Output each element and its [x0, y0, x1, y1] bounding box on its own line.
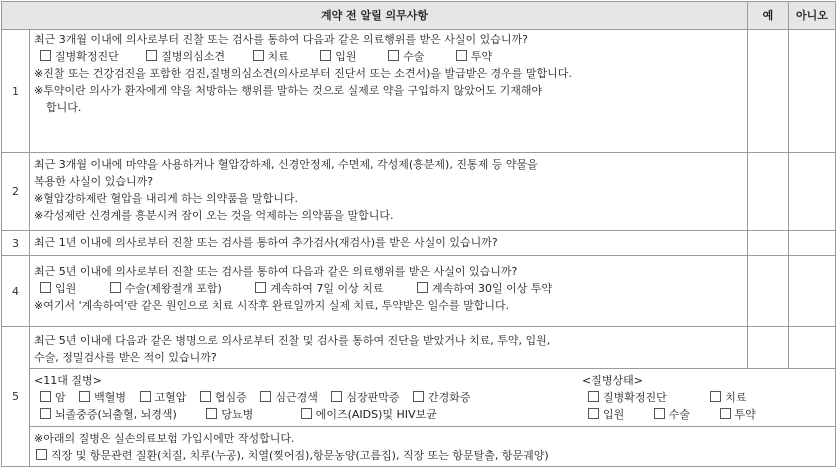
q5-disease-row — [2, 369, 836, 427]
checkbox-icon[interactable] — [456, 50, 467, 61]
question-row-4 — [2, 256, 836, 327]
q3-no-cell[interactable] — [789, 231, 836, 256]
checkbox-icon[interactable] — [320, 50, 331, 61]
question-line: 최근 5년 이내에 의사로부터 진찰 또는 검사를 통하여 다음과 같은 의료행위를 받은 사실이 있습니까? — [34, 265, 518, 278]
q4-option-treatment-7days[interactable]: 계속하여 7일 이상 치료 — [255, 280, 383, 297]
checkbox-icon[interactable] — [36, 449, 47, 460]
question-row-5 — [2, 327, 836, 369]
checkbox-icon[interactable] — [588, 391, 599, 402]
question-text-4 — [30, 256, 748, 327]
disease-list — [34, 372, 574, 423]
question-row-1 — [2, 30, 836, 153]
question-number: 5 — [2, 327, 30, 467]
yes-column-header: 예 — [748, 2, 789, 30]
checkbox-icon[interactable] — [388, 50, 399, 61]
status-option-surgery[interactable]: 수술 — [654, 408, 690, 421]
disease-option-diabetes[interactable]: 당뇨병 — [206, 408, 253, 421]
q4-option-medication-30days[interactable]: 계속하여 30일 이상 투약 — [417, 280, 552, 297]
checkbox-icon[interactable] — [253, 50, 264, 61]
question-number: 2 — [2, 153, 30, 231]
disease-row-1 — [34, 389, 574, 406]
question-text-1 — [30, 30, 748, 153]
checkbox-icon[interactable] — [588, 408, 599, 419]
disease-status-list — [574, 372, 829, 423]
question-number: 4 — [2, 256, 30, 327]
checkbox-icon[interactable] — [301, 408, 312, 419]
checkbox-icon[interactable] — [79, 391, 90, 402]
disease-option-cancer[interactable]: 암 — [40, 391, 66, 404]
disease-status-title: <질병상태> — [582, 374, 643, 387]
q1-option-hospitalization[interactable]: 입원 — [320, 48, 356, 65]
question-number: 1 — [2, 30, 30, 153]
disease-option-valvular-disease[interactable]: 심장판막증 — [331, 391, 399, 404]
q4-no-cell[interactable] — [789, 256, 836, 327]
q5-note-row — [2, 427, 836, 467]
q1-option-medication[interactable]: 투약 — [456, 48, 492, 65]
checkbox-icon[interactable] — [417, 282, 428, 293]
disease-option-stroke[interactable]: 뇌졸중증(뇌출혈, 뇌경색) — [40, 408, 177, 421]
q1-option-list — [34, 48, 741, 65]
form-title: 계약 전 알릴 의무사항 — [2, 2, 748, 30]
disclosure-form-table — [1, 1, 836, 467]
q5-disease-group — [34, 370, 829, 423]
checkbox-icon[interactable] — [331, 391, 342, 402]
q2-note-1: ※혈압강하제란 혈압을 내리게 하는 의약품을 말합니다. — [34, 192, 298, 205]
disease-list-title: <11대 질병> — [34, 374, 102, 387]
q1-option-surgery[interactable]: 수술 — [388, 48, 424, 65]
q4-option-list — [34, 280, 741, 297]
question-text-5 — [30, 327, 748, 369]
q1-option-suspected-finding[interactable]: 질병의심소견 — [146, 48, 225, 65]
q3-yes-cell[interactable] — [748, 231, 789, 256]
q4-option-surgery[interactable]: 수술(제왕절개 포함) — [110, 280, 222, 297]
q5-note-1: ※아래의 질병은 실손의료보험 가입시에만 작성합니다. — [34, 432, 295, 445]
disease-option-cirrhosis[interactable]: 간경화증 — [413, 391, 471, 404]
checkbox-icon[interactable] — [110, 282, 121, 293]
question-line: 최근 5년 이내에 다음과 같은 병명으로 의사로부터 진찰 및 검사를 통하여 진단을 받았거나 치료, 투약, 입원, — [34, 334, 551, 347]
q2-note-2: ※각성제란 신경계를 흥분시켜 잠이 오는 것을 억제하는 의약품을 말합니다. — [34, 209, 394, 222]
question-number: 3 — [2, 231, 30, 256]
q4-option-hospitalization[interactable]: 입원 — [40, 280, 76, 297]
q5-extra-option[interactable]: 직장 및 항문관련 질환(치질, 치루(누공), 치열(찢어짐),항문농양(고름집), 직장 또는 항문탈출, 항문궤양) — [34, 447, 829, 464]
checkbox-icon[interactable] — [40, 408, 51, 419]
q5-yes-cell[interactable] — [748, 327, 789, 369]
question-text-3 — [30, 231, 748, 256]
q2-no-cell[interactable] — [789, 153, 836, 231]
disease-option-hypertension[interactable]: 고혈압 — [140, 391, 187, 404]
checkbox-icon[interactable] — [146, 50, 157, 61]
question-line: 최근 3개월 이내에 마약을 사용하거나 혈압강하제, 신경안정제, 수면제, 각성제(흥분제), 진통제 등 약물을 — [34, 158, 538, 171]
status-row-2 — [582, 406, 829, 423]
q4-note-1: ※여기서 '계속하여'란 같은 원인으로 치료 시작후 완료일까지 실제 치료, 투약받은 일수를 말합니다. — [34, 299, 510, 312]
q1-note-2: ※투약이란 의사가 환자에게 약을 처방하는 행위를 말하는 것으로 실제로 약을 구입하지 않았어도 기재해야 — [34, 84, 543, 97]
q1-no-cell[interactable] — [789, 30, 836, 153]
disease-option-leukemia[interactable]: 백혈병 — [79, 391, 126, 404]
q1-yes-cell[interactable] — [748, 30, 789, 153]
checkbox-icon[interactable] — [140, 391, 151, 402]
status-option-medication[interactable]: 투약 — [720, 408, 756, 421]
checkbox-icon[interactable] — [40, 391, 51, 402]
q1-note-1: ※진찰 또는 건강검진을 포함한 검진,질병의심소견(의사로부터 진단서 또는 소견서)을 발급받은 경우를 말합니다. — [34, 67, 572, 80]
status-option-confirmed-diagnosis[interactable]: 질병확정진단 — [588, 391, 667, 404]
checkbox-icon[interactable] — [710, 391, 721, 402]
status-option-treatment[interactable]: 치료 — [710, 391, 746, 404]
question-line: 최근 3개월 이내에 의사로부터 진찰 또는 검사를 통하여 다음과 같은 의료행위를 받은 사실이 있습니까? — [34, 33, 528, 46]
checkbox-icon[interactable] — [40, 50, 51, 61]
question-line: 복용한 사실이 있습니까? — [34, 175, 154, 188]
disease-row-2 — [34, 406, 574, 423]
question-row-3 — [2, 231, 836, 256]
q1-option-confirmed-diagnosis[interactable]: 질병확정진단 — [40, 48, 119, 65]
checkbox-icon[interactable] — [720, 408, 731, 419]
checkbox-icon[interactable] — [206, 408, 217, 419]
checkbox-icon[interactable] — [260, 391, 271, 402]
checkbox-icon[interactable] — [200, 391, 211, 402]
q5-no-cell[interactable] — [789, 327, 836, 369]
q2-yes-cell[interactable] — [748, 153, 789, 231]
status-row-1 — [582, 389, 829, 406]
checkbox-icon[interactable] — [654, 408, 665, 419]
q5-note-section — [30, 427, 836, 467]
q1-note-2-continued: 합니다. — [46, 101, 82, 114]
question-line: 수술, 정밀검사를 받은 적이 있습니까? — [34, 351, 217, 364]
no-column-header: 아니오 — [789, 2, 836, 30]
checkbox-icon[interactable] — [255, 282, 266, 293]
disease-option-myocardial-infarction[interactable]: 심근경색 — [260, 391, 318, 404]
checkbox-icon[interactable] — [40, 282, 51, 293]
header-row — [2, 2, 836, 30]
question-line: 최근 1년 이내에 의사로부터 진찰 또는 검사를 통하여 추가검사(재검사)를 받은 사실이 있습니까? — [34, 236, 498, 249]
status-option-hospitalization[interactable]: 입원 — [588, 408, 624, 421]
checkbox-icon[interactable] — [413, 391, 424, 402]
question-text-2 — [30, 153, 748, 231]
q4-yes-cell[interactable] — [748, 256, 789, 327]
question-row-2 — [2, 153, 836, 231]
disease-option-angina[interactable]: 협심증 — [200, 391, 247, 404]
q1-option-treatment[interactable]: 치료 — [253, 48, 289, 65]
disease-option-aids[interactable]: 에이즈(AIDS)및 HIV보균 — [301, 408, 437, 421]
q5-disease-section — [30, 369, 836, 427]
